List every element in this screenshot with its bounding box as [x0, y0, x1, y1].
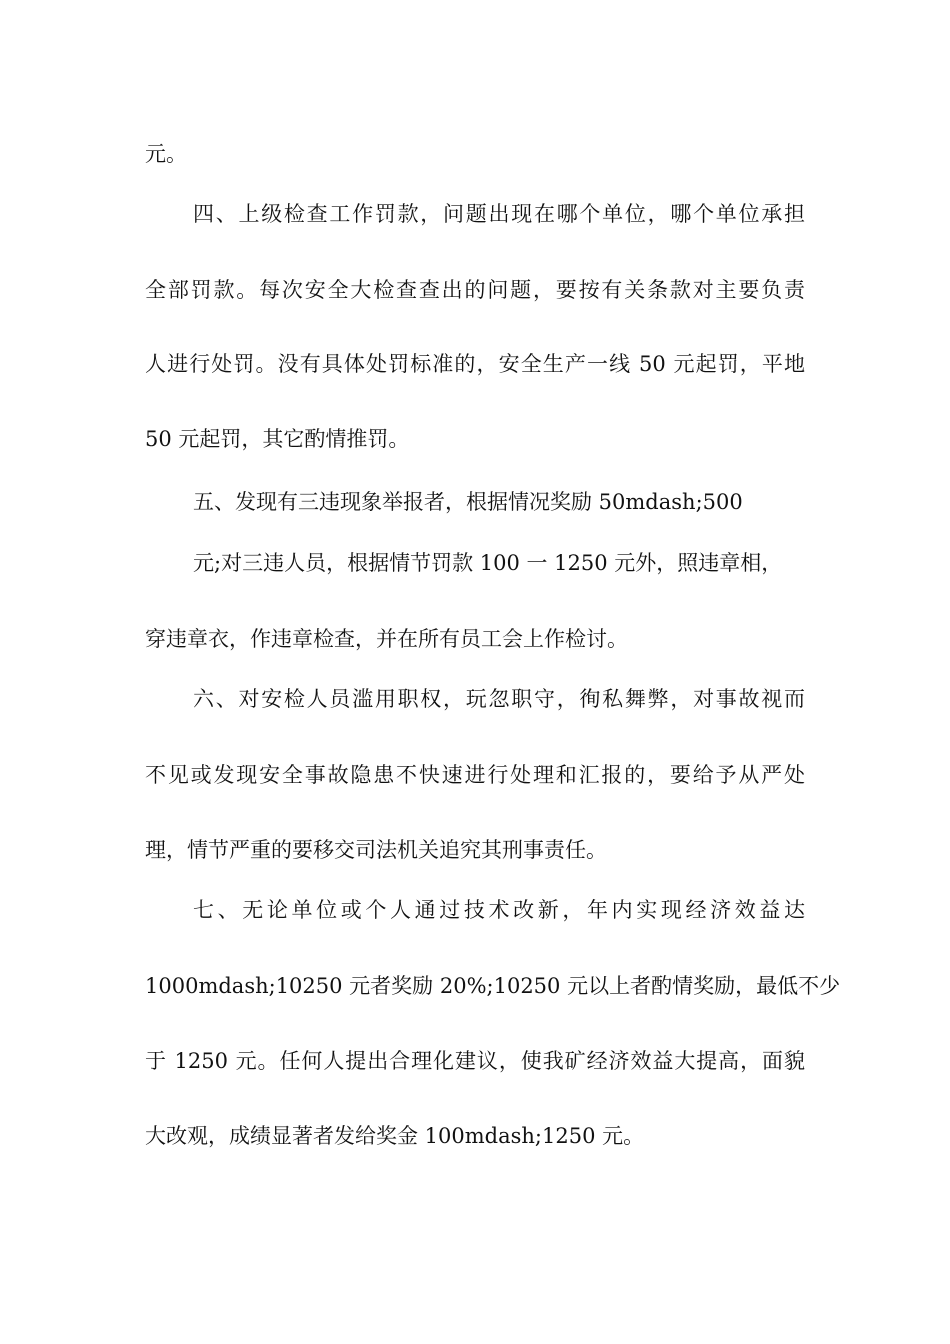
- text-line-12: 七、无论单位或个人通过技术改新，年内实现经济效益达: [193, 898, 805, 922]
- text-line-3: 全部罚款。每次安全大检查查出的问题，要按有关条款对主要负责: [145, 278, 805, 302]
- text-line-4: 人进行处罚。没有具体处罚标准的，安全生产一线 50 元起罚，平地: [145, 352, 805, 376]
- text-line-10: 不见或发现安全事故隐患不快速进行处理和汇报的，要给予从严处: [145, 763, 805, 787]
- text-line-9: 六、对安检人员滥用职权，玩忽职守，徇私舞弊，对事故视而: [193, 687, 805, 711]
- text-line-13: 1000mdash;10250 元者奖励 20%;10250 元以上者酌情奖励，最低不少: [145, 974, 841, 998]
- text-line-5: 50 元起罚，其它酌情推罚。: [145, 427, 410, 451]
- text-line-7: 元;对三违人员，根据情节罚款 100 一 1250 元外，照违章相，: [193, 551, 783, 575]
- text-line-6: 五、发现有三违现象举报者，根据情况奖励 50mdash;500: [193, 490, 743, 514]
- text-line-11: 理，情节严重的要移交司法机关追究其刑事责任。: [145, 838, 607, 862]
- text-line-15: 大改观，成绩显著者发给奖金 100mdash;1250 元。: [145, 1124, 645, 1148]
- text-line-14: 于 1250 元。任何人提出合理化建议，使我矿经济效益大提高，面貌: [145, 1049, 805, 1073]
- text-line-8: 穿违章衣，作违章检查，并在所有员工会上作检讨。: [145, 627, 628, 651]
- text-line-2: 四、上级检查工作罚款，问题出现在哪个单位，哪个单位承担: [193, 202, 805, 226]
- text-line-1: 元。: [145, 142, 187, 166]
